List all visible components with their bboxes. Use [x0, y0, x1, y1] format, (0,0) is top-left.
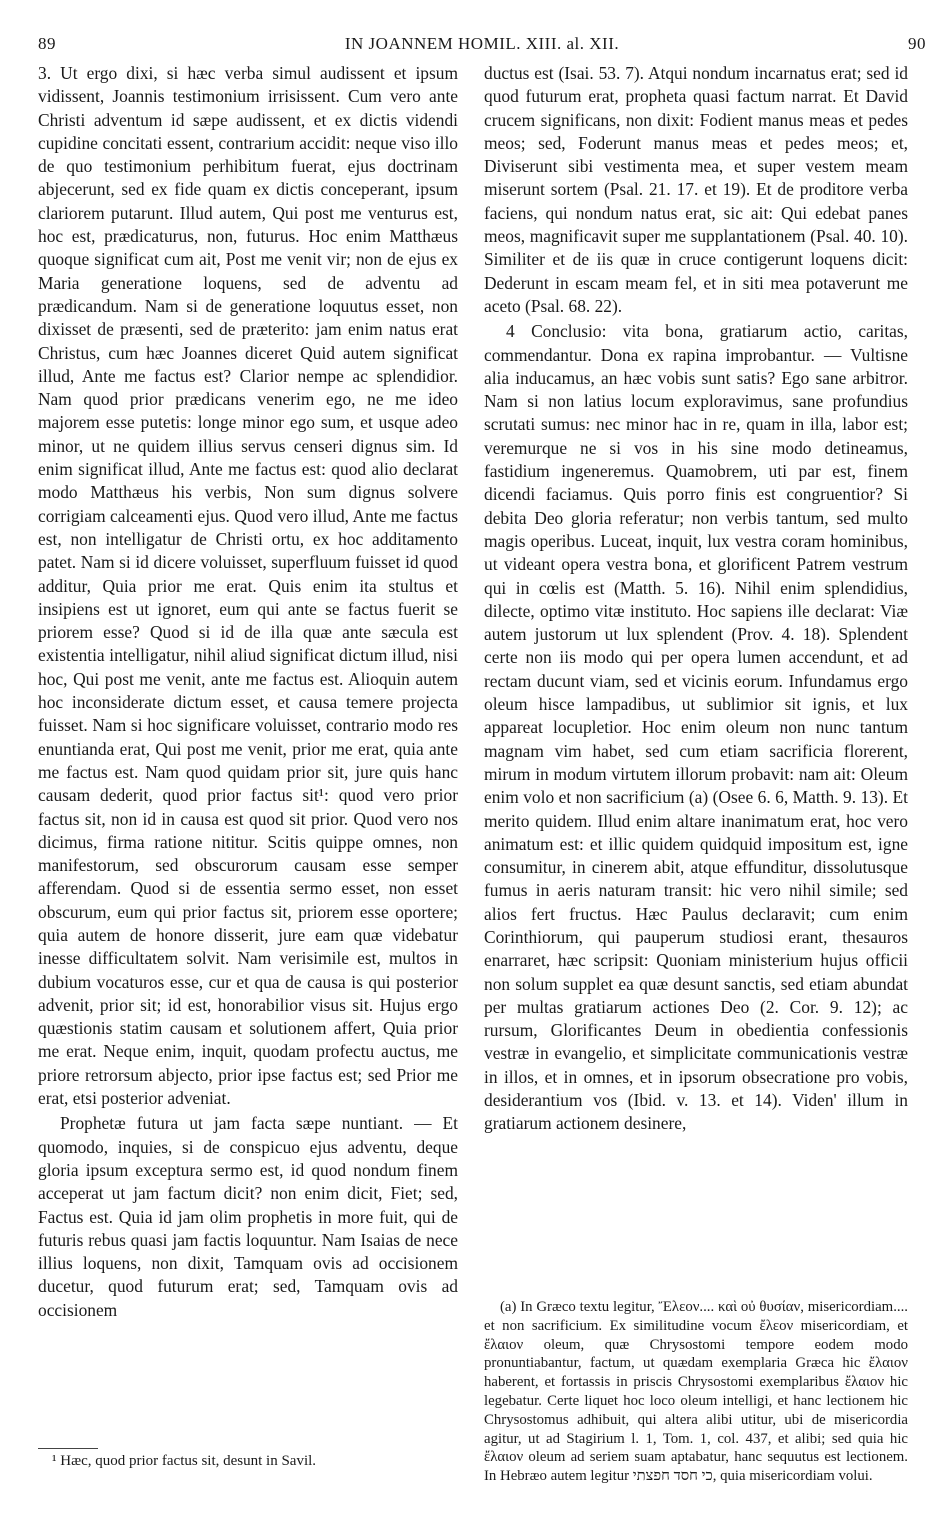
right-paragraph-1: ductus est (Isai. 53. 7). Atqui nondum incarnatus erat; sed id quod futurum erat, propheta quasi factum narrat. Et David crucem significans, non dixit: Fodient manus meas et pedes meos; sed, Foderunt manus meas et pedes meos; et, Diviserunt sibi vestimenta mea, et super vestem meam miserunt sortem (Psal. 21. 17. et 19). Et de proditore verba faciens, qui nondum natus erat, sic ait: Qui edebat panes meos, magnificavit super me supplantationem (Psal. 40. 10). Similiter et de iis quæ in cruce contigerunt loquens dicit: Dederunt in escam meam fel, et in siti mea potaverunt me aceto (Psal. 68. 22). [484, 63, 908, 316]
running-head [38, 34, 926, 60]
left-footnote: ¹ Hæc, quod prior factus sit, desunt in Savil. [52, 1453, 317, 1469]
right-paragraph-2: 4 Conclusio: vita bona, gratiarum actio, caritas, commendantur. Dona ex rapina improbantur. — Vultisne alia inducamus, an hæc vobis sunt satis? Ego sane arbitror. Nam si non latius locum exploravimus, sane profundius scrutati sumus: nec minor hac in re, quam in illa, labor est; veremurque ne si vos in his sine modo detineamus, fastidium ingeneremus. Quamobrem, uti par est, finem dicendi faciamus. Quis porro finis est congruentior? Si debita Deo gloria referatur; non verbis tantum, sed multo magis operibus. Luceat, inquit, lux vestra coram hominibus, ut videant opera vestra bona, et glorificent Patrem vestrum qui in cœlis est (Matth. 5. 16). Nihil enim splendidius, dilecte, optimo vitæ instituto. Hoc sapiens ille declarat: Viæ autem justorum ut lux splendent (Prov. 4. 18). Splendent certe non iis modo qui per opera lumen accendunt, et ad rectam ducunt viam, sed et vicinis eorum. Infundamus ergo oleum hisce lampadibus, ut sublimior sit ignis, et lux appareat locupletior. Hoc enim oleum non nunc tantum magnam vim habet, sed cum etiam sacrificia florerent, mirum in modum virtutem illorum probavit: nam ait: Oleum enim volo et non sacrificium (a) (Osee 6. 6, Matth. 9. 13). Et merito quidem. Illud enim altare inanimatum erat, hoc vero animatum est: et illic quidem quidquid impositum est, igne consumitur, in cinerem abit, atque effunditur, dissolutusque fumus in aeris naturam transit: hic vero nihil simile; sed alios fert fructus. Hæc Paulus declaravit; cum enim Corinthiorum, qui pauperum studiosi erant, thesauros enarraret, hæc scripsit: Quoniam ministerium hujus officii non solum supplet ea quæ desunt sanctis, sed etiam abundat per multas gratiarum actiones Deo (2. Cor. 9. 12); ac rursum, Glorificantes Deum in obedientia confessionis vestræ in evangelio, et simplicitate communicationis vestræ in illos, et in omnes, et in ipsorum obsecratione pro vobis, desiderantium vos (Ibid. v. 13. et 14). Viden' illum in gratiarum actionem desinere, [484, 321, 908, 1134]
running-title: IN JOANNEM HOMIL. XIII. al. XII. [344, 34, 620, 53]
page-number-left: 89 [38, 34, 56, 53]
left-paragraph-1: 3. Ut ergo dixi, si hæc verba simul audissent et ipsum vidissent, Joannis testimonium irrisissent. Cum vero ante Christi adventum id sæpe audissent, et ex dictis videndi cupidine concitati essent, contrarium accidit: neque viso illo de quo testimonium perhibitum fuerat, ejus doctrinam abjecerunt, sed ex fide quam ex dictis conceperant, ipsum clariorem putarunt. Illud autem, Qui post me venturus est, hoc est, prædicaturus, non, futurus. Hoc enim Matthæus quoque significat cum ait, Post me venit vir; non de ejus ex Maria generatione loquens, sed de adventu ad prædicandum. Nam si de generatione loquutus esset, non dixisset de præsenti, sed de præterito: jam enim natus erat Christus, cum hæc Joannes diceret Quid autem significat illud, Ante me factus est? Clarior nempe ac splendidior. Nam quod prior prædicans venerim ego, ne me ideo majorem esse putetis: longe minor ego sum, et usque adeo minor, ut ne quidem illius servus censeri dignus sim. Id enim significat illud, Ante me factus est: quod alio declarat modo Matthæus his verbis, Non sum dignus solvere corrigiam calceamenti ejus. Quod vero illud, Ante me factus est, non intelligatur de Christi ortu, ex hoc additamento patet. Nam si id dicere voluisset, superfluum fuisset id quod additur, Quia prior me erat. Quis enim ita stultus et insipiens est ut ignoret, eum qui ante se factus fuerit se priorem esse? Quod si id de illa quæ ante sæcula est existentia intelligatur, nihil aliud significat dictum illud, nisi hoc, Qui post me venit, ante me factus est. Alioquin autem hoc inconsiderate dictum esset, et causa temere projecta fuisset. Nam si hoc significare voluisset, contrario modo res enuntianda erat, Qui post me venit, prior me erat, quia ante me factus est. Nam quod quidam prior sit, jure quis hanc causam dederit, quod prior factus sit¹: quod vero prior factus sit, non id in causa est quod sit prior. Quod vero nos dicimus, firma ratione nititur. Scitis quippe omnes, non manifestorum, sed obscurorum causam esse semper afferendam. Quod si de essentia sermo esset, non esset obscurum, eum qui prior factus sit, priorem esse oportere; quia autem de honore disserit, jure eam quæ videbatur inesse difficultatem solvit. Nam verisimile est, multos in dubium vocaturos esse, cur et qua de causa is qui posterior advenit, prior sit; id est, honorabilior visus sit. Hujus ergo quæstionis statim causam et solutionem affert, Quia prior me erat. Neque enim, inquit, quodam profectu auctus, me priore retrorsum abjecto, prior ipse factus est; sed Prior me erat, etsi posterior adveniat. [38, 63, 458, 1109]
right-column [484, 62, 908, 1136]
left-column [38, 62, 458, 1322]
left-paragraph-2: Prophetæ futura ut jam facta sæpe nuntiant. — Et quomodo, inquies, si de conspicuo ejus adventu, deque gloria ipsum exceptura sermo est, id quod nondum finem acceperat ut jam factum dicit? non enim dicit, Fiet; sed, Factus est. Quia id jam olim prophetis in more fuit, qui de futuris rebus quasi jam factis loquuntur. Nam Isaias de nece illius loquens, non dixit, Tamquam ovis ad occisionem ducetur, quod futurum erat; sed, Tamquam ovis ad occisionem [38, 1113, 458, 1320]
page-number-right: 90 [908, 34, 926, 53]
editor-note: (a) In Græco textu legitur, Ἔλεον.... καὶ οὐ θυσίαν, misericordiam.... et non sacrificium. Ex similitudine vocum ἔλεον misericordiam, et ἔλαιον oleum, quæ Chrysostomi tempore eodem modo pronuntiabantur, factum, ut quædam exemplaria Græca hic ἔλαιον haberent, et fortassis in priscis Chrysostomi exemplaribus ἔλαιον hic legebatur. Certe liquet hoc loco oleum intelligi, et hanc lectionem hic Chrysostomus adhibuit, qui altera alibi utitur, ubi de misericordia agitur, ut ad Stagirium l. 1, Tom. 1, col. 437, et alibi; sed quia hic ἔλαιον oleum ad seriem suam aptabatur, hanc sequutus est lectionem. In Hebræo autem legitur כי חסד חפצתי, quia misericordiam volui. [484, 1299, 908, 1485]
footnote-rule [38, 1448, 98, 1449]
